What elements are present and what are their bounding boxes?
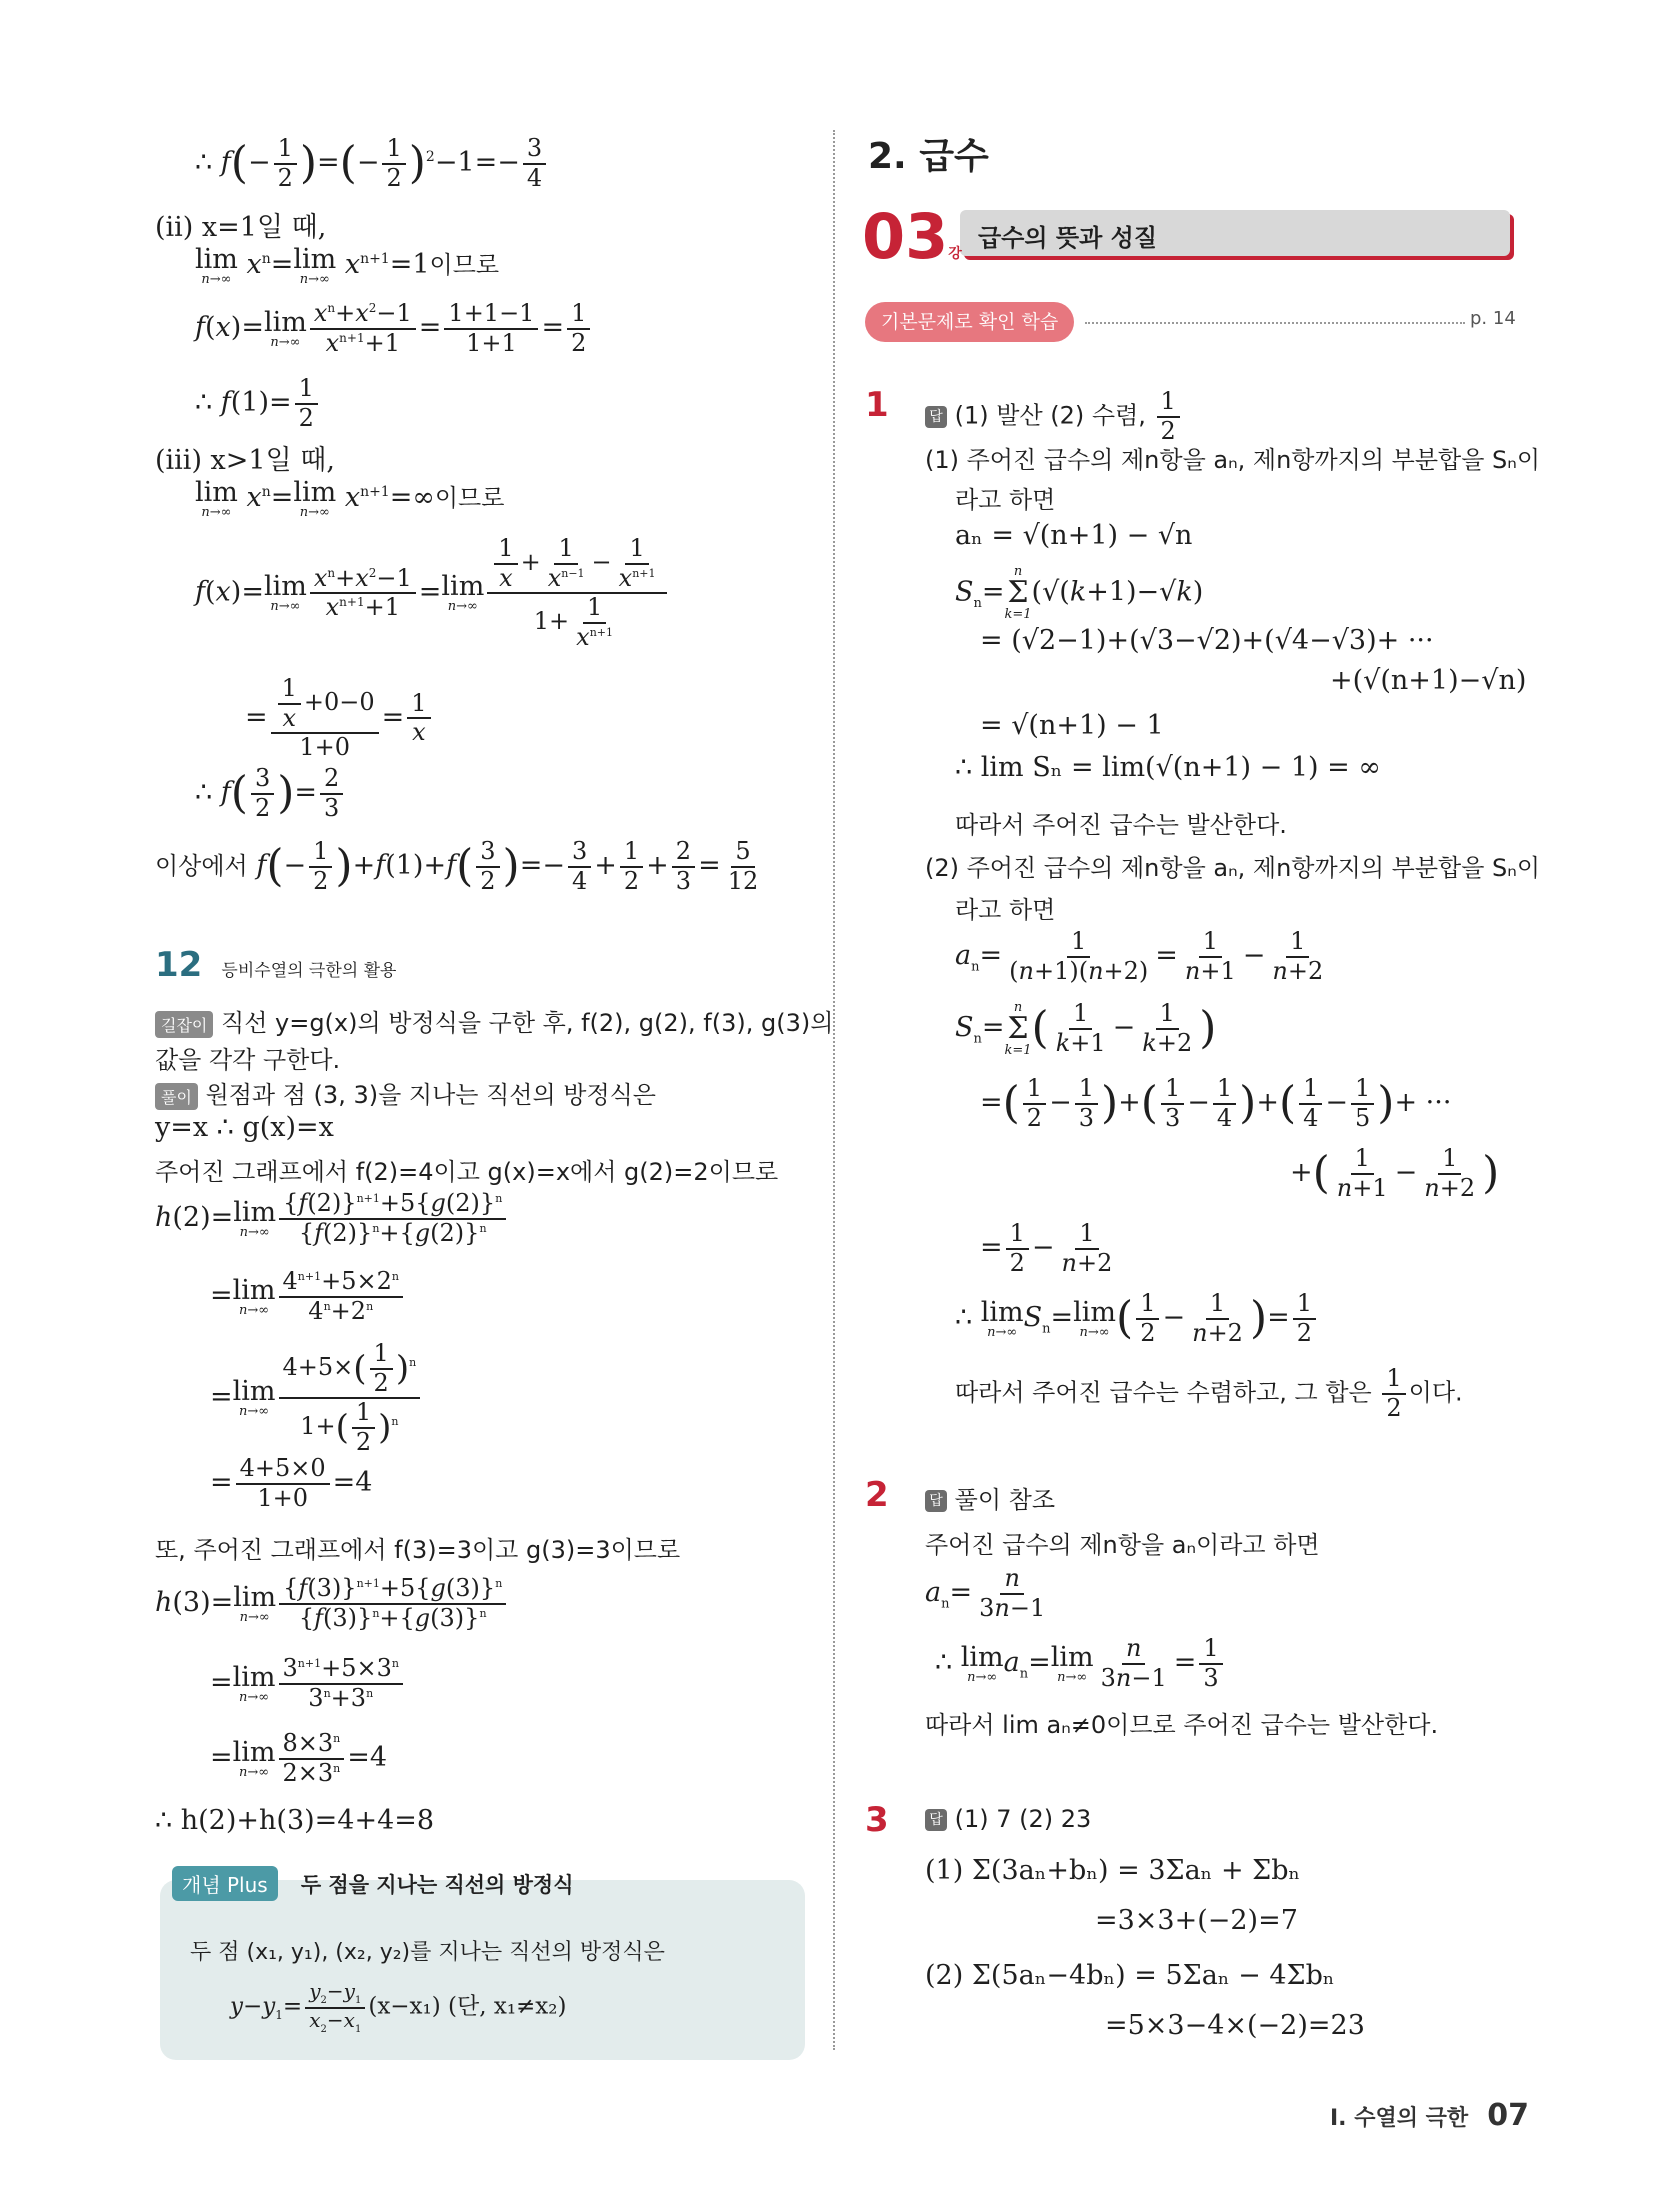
lesson-title-bar	[960, 210, 1510, 256]
solution-text: 원점과 점 (3, 3)을 지나는 직선의 방정식은	[205, 1081, 656, 1109]
case-iii-simplify: = $\frac{1}{x}$ +0−0 1+0 = $\frac{1}{x}$	[245, 675, 434, 762]
problem-2-number: 2	[865, 1475, 889, 1515]
p1-2-intro: (2) 주어진 급수의 제n항을 aₙ, 제n항까지의 부분합을 Sₙ이	[925, 854, 1541, 882]
h2-step-3: = $\frac{4+5\times 0}{1+0}$ =4	[210, 1454, 373, 1512]
concept-plus-title: 두 점을 지나는 직선의 방정식	[300, 1873, 574, 1897]
f-neg-half-line: ∴ f(− $\frac{1}{2}$ )=(− $\frac{1}{2}$ )$^2$−1=− $\frac{3}{4}$	[195, 135, 549, 192]
problem-2-answer	[925, 1480, 1055, 1515]
p3-1-result: =3×3+(−2)=7	[1095, 1905, 1298, 1936]
case-iii-f: f(x)= lim n→∞ $\frac{x^n+x^2-1}{x^{n+1}+1}$ = lim n→∞ $\frac{1}{x}$ + $\frac{1}{x^{n-1}}$ − $\frac{1}{x^{n+1}}$ 1+ $\frac{1}{x^{n+1}}$	[195, 535, 670, 651]
summary-line: 이상에서 f(− $\frac{1}{2}$ )+f(1)+f( $\frac{3}{2}$ )=− $\frac{3}{4}$ + $\frac{1}{2}$ + $\frac{2}{3}$ = $\frac{5}{12}$	[155, 837, 759, 895]
lesson-number-block	[862, 200, 962, 273]
page-number: 07	[1487, 2098, 1529, 2133]
p1-2-sn: $S_n=$ n Σ k=1 ( $\frac{1}{k+1}$ − $\frac{1}{k+2}$ )	[955, 999, 1217, 1058]
h3-step-1: = lim n→∞ $\frac{3^{n+1}+5\times 3^n}{3^n+3^n}$	[210, 1655, 406, 1712]
guide-text-2: 값을 각각 구한다.	[155, 1046, 341, 1074]
case-ii-heading: (ii) x=1일 때,	[155, 212, 327, 243]
guide-line-1	[155, 1003, 833, 1038]
p1-2-conclusion-text: 따라서 주어진 급수는 수렴하고, 그 합은	[955, 1378, 1372, 1407]
h2-limit: h(2)= lim n→∞ $\frac{\{f(2)\}^{n+1}+5\{g(2)\}^n}{\{f(2)\}^n+\{g(2)\}^n}$	[155, 1190, 509, 1247]
p2-an: $a_n=$ $\frac{n}{3n-1}$	[925, 1564, 1046, 1622]
lesson-number: 03	[862, 200, 949, 273]
case-ii-limit: lim n→∞ $x^n=$ lim n→∞ $x^{n+1}=1$이므로	[195, 243, 500, 287]
final-answer: ∴ h(2)+h(3)=4+4=8	[155, 1805, 435, 1836]
h3-step-2: = lim n→∞ $\frac{8\times 3^n}{2\times 3^n}$ =4	[210, 1729, 388, 1787]
summary-prefix: 이상에서	[155, 852, 248, 881]
p1-1-sn: $S_n=$ n Σ k=1 (√(k+1)−√k)	[955, 564, 1204, 622]
lesson-suffix: 강	[948, 246, 962, 262]
column-divider	[833, 130, 835, 2050]
guide-text-1: 직선 y=g(x)의 방정식을 구한 후, f(2), g(2), f(3), g(3)의	[221, 1009, 834, 1037]
problem-12-number: 12	[155, 945, 203, 985]
p2-limit: ∴ lim n→∞ $a_n=$ lim n→∞ $\frac{n}{3n-1}$ = $\frac{1}{3}$	[935, 1635, 1226, 1692]
problem-3-answer	[925, 1805, 1091, 1833]
solution-tag: 풀이	[155, 1083, 198, 1110]
answer-badge-icon: 답	[925, 1490, 947, 1512]
h2-step-1: = lim n→∞ $\frac{4^{n+1}+5\times 2^n}{4^n+2^n}$	[210, 1268, 406, 1325]
p1-2-sum-2: +( $\frac{1}{n+1}$ − $\frac{1}{n+2}$ )	[1290, 1144, 1500, 1202]
case-ii-f: f(x)= lim n→∞ $\frac{x^n+x^2-1}{x^{n+1}+1}$ = $\frac{1+1-1}{1+1}$ = $\frac{1}{2}$	[195, 300, 593, 357]
answer-badge-icon: 답	[925, 406, 947, 428]
p1-1-intro: (1) 주어진 급수의 제n항을 aₙ, 제n항까지의 부분합을 Sₙ이	[925, 446, 1541, 474]
p1-2-intro-2: 라고 하면	[955, 896, 1056, 924]
also-text: 또, 주어진 그래프에서 f(3)=3이고 g(3)=3이므로	[155, 1536, 681, 1564]
case-iii-result: ∴ f( $\frac{3}{2}$ )= $\frac{2}{3}$	[195, 765, 346, 822]
p1-1-sum-3: = √(n+1) − 1	[980, 710, 1164, 741]
problem-1-answer-text: (1) 발산 (2) 수렴,	[954, 401, 1154, 430]
guide-tag: 길잡이	[155, 1011, 213, 1038]
problem-3-number: 3	[865, 1800, 889, 1840]
p2-conclusion: 따라서 lim aₙ≠0이므로 주어진 급수는 발산한다.	[925, 1711, 1439, 1739]
problem-1-number: 1	[865, 385, 889, 425]
solution-line	[155, 1075, 656, 1110]
graph-text: 주어진 그래프에서 f(2)=4이고 g(x)=x에서 g(2)=2이므로	[155, 1158, 779, 1186]
p3-1: (1) Σ(3aₙ+bₙ) = 3Σaₙ + Σbₙ	[925, 1855, 1301, 1886]
p1-1-an: aₙ = √(n+1) − √n	[955, 520, 1193, 551]
p1-2-limit: ∴ lim n→∞ $S_n=$ lim n→∞ ( $\frac{1}{2}$ − $\frac{1}{n+2}$ )= $\frac{1}{2}$	[955, 1290, 1319, 1347]
footer	[1330, 2098, 1529, 2133]
p1-2-sum-3: = $\frac{1}{2}$ − $\frac{1}{n+2}$	[980, 1219, 1113, 1277]
p3-2: (2) Σ(5aₙ−4bₙ) = 5Σaₙ − 4Σbₙ	[925, 1960, 1335, 1991]
p1-2-an: $a_n=$ $\frac{1}{(n+1)(n+2)}$ = $\frac{1}{n+1}$ − $\frac{1}{n+2}$	[955, 927, 1324, 985]
basic-check-pill: 기본문제로 확인 학습	[865, 302, 1074, 342]
problem-12-title: 등비수열의 극한의 활용	[221, 961, 397, 981]
p1-2-conclusion-suffix: 이다.	[1408, 1378, 1463, 1407]
concept-plus-tag: 개념 Plus	[172, 1866, 278, 1901]
problem-2-answer-text: 풀이 참조	[954, 1486, 1056, 1514]
case-iii-limit: lim n→∞ $x^n=$ lim n→∞ $x^{n+1}=\infty$이므로	[195, 476, 505, 520]
p1-2-conclusion: 따라서 주어진 급수는 수렴하고, 그 합은 $\frac{1}{2}$ 이다.	[955, 1364, 1463, 1422]
p1-1-sum-2: +(√(n+1)−√n)	[1330, 665, 1527, 696]
concept-plus-text: 두 점 (x₁, y₁), (x₂, y₂)를 지나는 직선의 방정식은	[190, 1940, 665, 1965]
case-iii-heading: (iii) x>1일 때,	[155, 445, 335, 476]
section-title: 2. 급수	[868, 136, 989, 177]
p3-2-result: =5×3−4×(−2)=23	[1105, 2010, 1365, 2041]
h3-limit: h(3)= lim n→∞ $\frac{\{f(3)\}^{n+1}+5\{g(3)\}^n}{\{f(3)\}^n+\{g(3)\}^n}$	[155, 1575, 509, 1632]
problem-12-header	[155, 945, 396, 985]
p1-1-intro-2: 라고 하면	[955, 486, 1056, 514]
pill-leader-line	[1085, 322, 1465, 324]
h2-step-2: = lim n→∞ 4+5×( $\frac{1}{2}$ )$^n$ 1+( $\frac{1}{2}$ )$^n$	[210, 1340, 423, 1456]
p2-intro: 주어진 급수의 제n항을 aₙ이라고 하면	[925, 1531, 1320, 1559]
p1-1-limit: ∴ lim Sₙ = lim(√(n+1) − 1) = ∞	[955, 752, 1381, 783]
problem-1-answer: 답 (1) 발산 (2) 수렴, $\frac{1}{2}$	[925, 388, 1183, 445]
concept-plus-header	[172, 1866, 574, 1901]
page-reference: p. 14	[1470, 308, 1516, 329]
p1-1-sum-1: = (√2−1)+(√3−√2)+(√4−√3)+ ···	[980, 625, 1434, 656]
line-equation: y=x ∴ g(x)=x	[155, 1112, 334, 1143]
answer-badge-icon: 답	[925, 1809, 947, 1831]
concept-plus-eq-tail: (x−x₁) (단, x₁≠x₂)	[368, 1993, 567, 2020]
problem-3-answer-text: (1) 7 (2) 23	[954, 1805, 1092, 1833]
p1-1-conclusion: 따라서 주어진 급수는 발산한다.	[955, 811, 1287, 839]
concept-plus-box	[160, 1873, 805, 2060]
lesson-title: 급수의 뜻과 성질	[978, 224, 1157, 252]
concept-plus-equation: $y-y_1=$ $\frac{y_2-y_1}{x_2-x_1}$ (x−x₁) (단, x₁≠x₂)	[230, 1979, 567, 2035]
case-ii-result: ∴ f(1)= $\frac{1}{2}$	[195, 375, 321, 432]
p1-2-sum-1: =( $\frac{1}{2}$ − $\frac{1}{3}$ )+( $\frac{1}{3}$ − $\frac{1}{4}$ )+( $\frac{1}{4}$ − $\frac{1}{5}$ )+ ···	[980, 1074, 1452, 1132]
footer-chapter: Ⅰ. 수열의 극한	[1330, 2106, 1469, 2131]
